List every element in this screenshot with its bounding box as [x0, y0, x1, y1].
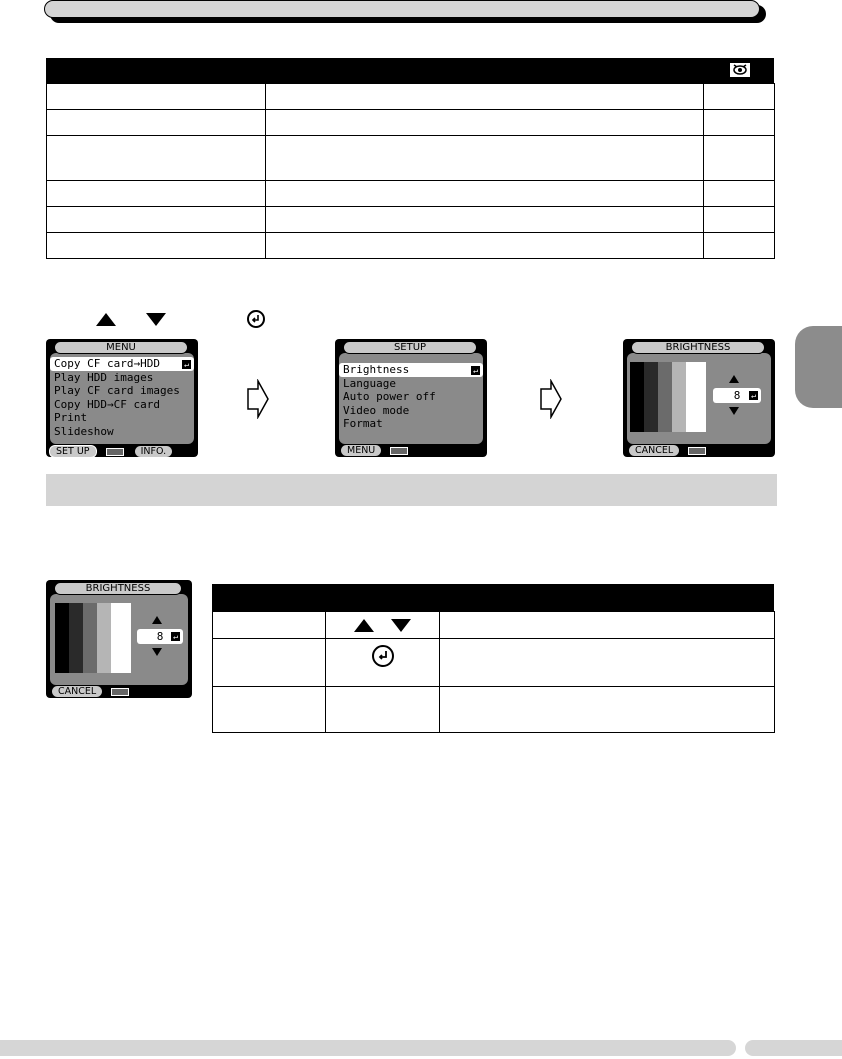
table-cell: [704, 233, 775, 259]
enter-icon: ↵: [470, 365, 481, 376]
table-row: [47, 84, 775, 110]
decrease-arrow-icon[interactable]: [152, 648, 162, 656]
menu-button[interactable]: MENU: [341, 445, 381, 456]
table-cell: [326, 612, 440, 639]
right-arrow-icon: [246, 379, 270, 419]
table-cell: [47, 110, 266, 136]
table-cell: [440, 639, 775, 687]
screen-footer: [629, 445, 769, 456]
table-cell: [704, 84, 775, 110]
table-cell: [47, 84, 266, 110]
chapter-tab: [795, 326, 842, 408]
enter-icon: ↵: [181, 359, 192, 370]
menu-screen: [46, 339, 198, 457]
down-arrow-icon: [146, 313, 166, 326]
table-row: [47, 181, 775, 207]
table-cell: [266, 110, 704, 136]
table-cell: [213, 639, 326, 687]
table-cell: [47, 136, 266, 181]
top-table: [46, 83, 775, 259]
table-row: [47, 136, 775, 181]
table-cell: [440, 612, 775, 639]
table-cell: [47, 181, 266, 207]
info-button[interactable]: INFO.: [135, 446, 173, 457]
menu-item[interactable]: Play HDD images: [54, 370, 154, 384]
table-row: [213, 639, 775, 687]
battery-icon: [390, 447, 408, 455]
header-bar: [44, 0, 760, 18]
screen-title: BRIGHTNESS: [54, 582, 182, 595]
table-row: [213, 687, 775, 733]
menu-item[interactable]: Print: [54, 411, 88, 424]
up-arrow-icon: [354, 619, 374, 632]
screen-title: SETUP: [343, 341, 477, 354]
table-row: [213, 612, 775, 639]
table-row: [47, 207, 775, 233]
brightness-bars: [55, 603, 131, 673]
enter-icon: ↵: [748, 390, 759, 401]
screen-title: MENU: [54, 341, 188, 354]
menu-item[interactable]: Slideshow: [54, 424, 114, 438]
table-cell: [266, 181, 704, 207]
table-cell: [266, 136, 704, 181]
brightness-value[interactable]: 8 ↵: [713, 388, 761, 403]
brightness-screen-small: [46, 580, 192, 698]
increase-arrow-icon[interactable]: [729, 375, 739, 383]
instruction-line: [46, 308, 646, 328]
table-cell: [704, 207, 775, 233]
table-cell: [47, 207, 266, 233]
enter-button-icon: [247, 310, 265, 328]
table-cell: [266, 84, 704, 110]
menu-list: [50, 357, 194, 438]
menu-item[interactable]: Copy CF card→HDD ↵: [50, 357, 194, 371]
table-cell: [704, 136, 775, 181]
menu-item[interactable]: Auto power off: [343, 390, 436, 403]
brightness-bars: [630, 362, 706, 432]
section-bar: [46, 474, 777, 506]
table-cell: [213, 612, 326, 639]
table-cell: [266, 233, 704, 259]
table-cell: [47, 233, 266, 259]
decrease-arrow-icon[interactable]: [729, 407, 739, 415]
cancel-button[interactable]: CANCEL: [629, 445, 679, 456]
up-arrow-icon: [96, 313, 116, 326]
screen-footer: [52, 686, 186, 697]
top-table-header: [46, 58, 774, 83]
menu-item[interactable]: Brightness ↵: [339, 363, 483, 377]
right-arrow-icon: [539, 379, 563, 419]
enter-button-icon: [372, 645, 394, 667]
table-row: [47, 233, 775, 259]
screen-title: BRIGHTNESS: [631, 341, 765, 354]
table-cell: [266, 207, 704, 233]
eye-icon: [729, 62, 751, 78]
brightness-screen: [623, 339, 775, 457]
down-arrow-icon: [391, 619, 411, 632]
cancel-button[interactable]: CANCEL: [52, 686, 102, 697]
table-cell: [440, 687, 775, 733]
menu-item[interactable]: Format: [343, 417, 383, 430]
menu-item[interactable]: Video mode: [343, 403, 410, 417]
battery-icon: [111, 688, 129, 696]
table-cell: [704, 181, 775, 207]
page-number-pill: [745, 1040, 842, 1056]
table-row: [47, 110, 775, 136]
table-cell: [326, 687, 440, 733]
footer-bar: [0, 1040, 736, 1056]
table-cell: [326, 639, 440, 687]
brightness-value[interactable]: 8 ↵: [137, 629, 183, 644]
battery-icon: [106, 448, 124, 456]
menu-item[interactable]: Play CF card images: [54, 384, 180, 397]
menu-item[interactable]: Copy HDD→CF card: [54, 397, 160, 411]
bottom-table: [212, 611, 775, 733]
setup-list: [339, 363, 483, 431]
table-cell: [704, 110, 775, 136]
screen-footer: [49, 445, 195, 456]
table-cell: [213, 687, 326, 733]
screen-footer: [341, 445, 481, 456]
enter-icon: ↵: [170, 631, 181, 642]
setup-button[interactable]: SET UP: [49, 445, 97, 457]
battery-icon: [688, 447, 706, 455]
bottom-table-header: [212, 584, 774, 611]
setup-screen: [335, 339, 487, 457]
increase-arrow-icon[interactable]: [152, 616, 162, 624]
menu-item[interactable]: Language: [343, 376, 396, 390]
